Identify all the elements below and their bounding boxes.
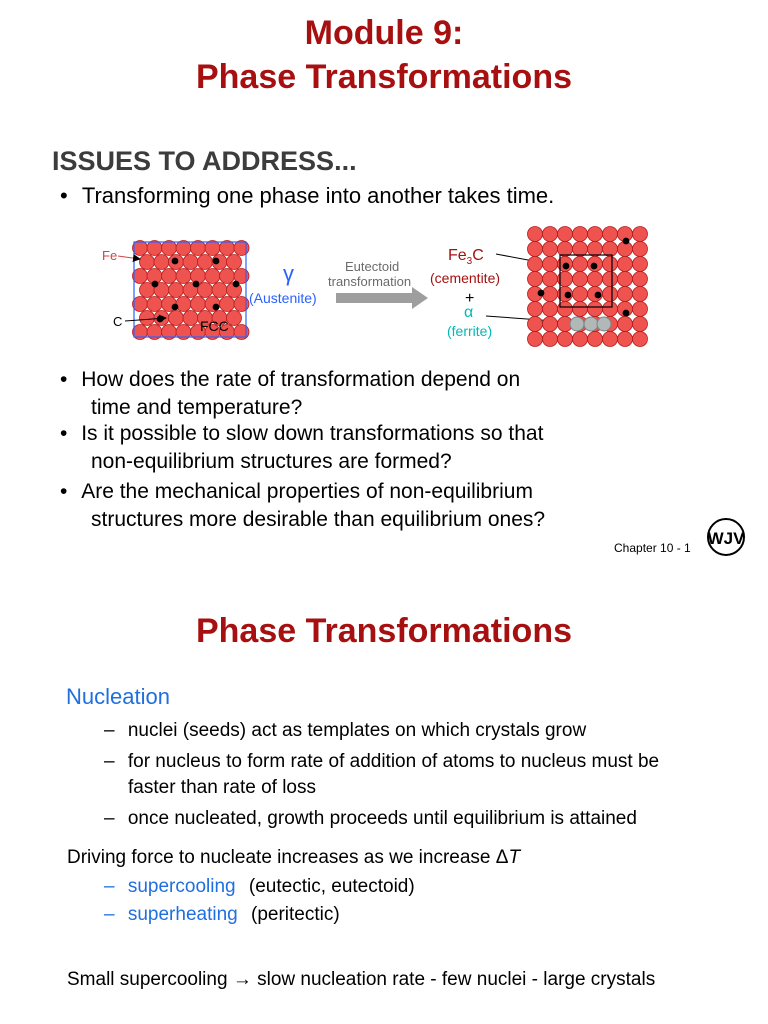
publisher-logo [705, 516, 747, 558]
issues-heading: ISSUES TO ADDRESS... [52, 146, 357, 176]
cementite-label: (cementite) [430, 270, 501, 286]
item-text: for nucleus to form rate of addition of atoms to nucleus must be [127, 751, 660, 772]
atom [183, 311, 198, 326]
dash-marker: – [104, 808, 115, 829]
atom [633, 317, 648, 332]
chapter-footer: Chapter 10 - 1 [614, 541, 691, 555]
bullet-dot: • [60, 183, 68, 208]
atom [588, 302, 603, 317]
bullet-text: Is it possible to slow down transformations so that [81, 422, 544, 445]
atom [133, 269, 148, 284]
item-text: nuclei (seeds) act as templates on which crystals grow [127, 720, 587, 741]
atom [198, 255, 213, 270]
slide1-title-line1: Module 9: [304, 14, 464, 52]
supercooling-term: supercooling [127, 876, 236, 897]
atom [603, 257, 618, 272]
t-symbol: T [508, 847, 521, 868]
atom [633, 332, 648, 347]
right-arrow-icon: → [232, 969, 252, 990]
atom [227, 255, 242, 270]
atom [172, 304, 178, 310]
atom [588, 332, 603, 347]
dash-marker: – [104, 904, 115, 925]
atom [220, 269, 235, 284]
item-text: once nucleated, growth proceeds until equilibrium is attained [127, 808, 637, 829]
bullet-2-cont: time and temperature? [91, 396, 303, 419]
atom [573, 227, 588, 242]
atom [618, 257, 633, 272]
atom [169, 311, 184, 326]
atom [205, 241, 220, 256]
atom [573, 242, 588, 257]
fe3c-label: $Fe_3C$ [448, 247, 484, 267]
atom [147, 241, 162, 256]
atom [603, 332, 618, 347]
c-label: C [113, 314, 123, 329]
atom [213, 258, 219, 264]
atom [573, 272, 588, 287]
atom [633, 272, 648, 287]
fcc-label: FCC [200, 318, 229, 334]
atom [543, 317, 558, 332]
atom [183, 255, 198, 270]
atom [543, 272, 558, 287]
atom [528, 332, 543, 347]
atom [528, 227, 543, 242]
transformation-arrow [336, 287, 428, 309]
atom [133, 241, 148, 256]
atom [162, 241, 177, 256]
arrow-label-2: transformation [328, 274, 412, 289]
atom [233, 281, 239, 287]
atom [573, 287, 588, 302]
bullet-3 [60, 420, 543, 448]
bullet-dot: • [60, 422, 68, 445]
austenite-label: (Austenite) [249, 290, 317, 306]
atom [198, 283, 213, 298]
supercooling-item [104, 874, 415, 899]
atom [618, 332, 633, 347]
atom [176, 297, 191, 312]
nucleation-item-2-cont: faster than rate of loss [128, 777, 316, 798]
bullet-text: How does the rate of transformation depend on [81, 368, 521, 391]
atom [603, 227, 618, 242]
alpha-symbol: α [464, 304, 474, 321]
atom [205, 269, 220, 284]
atom [633, 287, 648, 302]
atom [633, 227, 648, 242]
atom [565, 292, 571, 298]
atom [191, 269, 206, 284]
atom [633, 242, 648, 257]
atom [528, 242, 543, 257]
atom [193, 281, 199, 287]
small-supercooling-text: Small supercooling [67, 969, 233, 990]
atom [133, 297, 148, 312]
atom [172, 258, 178, 264]
atom [603, 242, 618, 257]
dash-marker: – [104, 876, 115, 897]
nucleation-item-3 [104, 806, 637, 831]
superheating-item [104, 902, 340, 927]
atom [213, 304, 219, 310]
bullet-3-cont: non-equilibrium structures are formed? [91, 450, 452, 473]
atom [169, 283, 184, 298]
fe-pointer [118, 256, 140, 259]
atom [538, 290, 544, 296]
atom [543, 242, 558, 257]
atom [558, 242, 573, 257]
slide2-title: Phase Transformations [195, 612, 572, 650]
small-supercooling-line [67, 969, 655, 991]
delta-symbol: Δ [495, 847, 509, 868]
plus-sign: + [465, 290, 475, 307]
atom [623, 310, 629, 316]
atom [220, 241, 235, 256]
bullet-2 [60, 366, 520, 394]
bullet-1 [60, 182, 554, 210]
atom [152, 281, 158, 287]
atom [603, 287, 618, 302]
fe-label: Fe [102, 248, 118, 263]
atom [220, 297, 235, 312]
atom [588, 242, 603, 257]
atom [623, 238, 629, 244]
atom [603, 272, 618, 287]
atom [633, 302, 648, 317]
atom [558, 332, 573, 347]
nucleation-item-2 [104, 749, 659, 774]
atom [603, 302, 618, 317]
atom [591, 263, 597, 269]
atom [573, 257, 588, 272]
ferrite-region [570, 317, 611, 331]
atom [212, 283, 227, 298]
atom [528, 257, 543, 272]
atom [588, 227, 603, 242]
atom [573, 332, 588, 347]
atom [563, 263, 569, 269]
atom [633, 257, 648, 272]
atom [147, 297, 162, 312]
nucleation-heading: Nucleation [66, 684, 170, 709]
bullet-4-cont: structures more desirable than equilibrium ones? [91, 508, 546, 531]
atom [543, 287, 558, 302]
atom [543, 257, 558, 272]
superheating-term: superheating [127, 904, 238, 925]
atom [595, 292, 601, 298]
atom [588, 272, 603, 287]
svg-text:WJV: WJV [707, 529, 745, 548]
bullet-text: Transforming one phase into another takes time. [81, 183, 555, 208]
atom [543, 227, 558, 242]
atom [191, 241, 206, 256]
bullet-dot: • [60, 368, 68, 391]
superheating-note: (peritectic) [251, 904, 340, 925]
fcc-lattice [133, 241, 250, 340]
atom [573, 302, 588, 317]
atom [140, 255, 155, 270]
atom [528, 272, 543, 287]
driving-force-text: Driving force to nucleate increases as we increase [67, 847, 496, 868]
bullet-text: Are the mechanical properties of non-equilibrium [81, 480, 533, 503]
atom [528, 317, 543, 332]
atom [176, 241, 191, 256]
atom [154, 255, 169, 270]
atom [162, 269, 177, 284]
atom [528, 302, 543, 317]
dash-marker: – [104, 751, 115, 772]
atom [618, 287, 633, 302]
atom [618, 272, 633, 287]
nucleation-item-1 [104, 718, 586, 743]
driving-force-line [67, 847, 520, 869]
atom [618, 317, 633, 332]
nucleation-rate-text: slow nucleation rate - few nuclei - large crystals [251, 969, 656, 990]
atom [176, 269, 191, 284]
bullet-dot: • [60, 480, 68, 503]
atom [543, 332, 558, 347]
atom [543, 302, 558, 317]
atom [234, 297, 249, 312]
ferrite-label: (ferrite) [447, 323, 493, 339]
supercooling-note: (eutectic, eutectoid) [248, 876, 415, 897]
atom [558, 227, 573, 242]
gamma-symbol: γ [283, 261, 294, 286]
arrow-label-1: Eutectoid [345, 259, 400, 274]
eutectoid-diagram [0, 215, 768, 350]
atom [234, 241, 249, 256]
bullet-4 [60, 478, 533, 506]
slide1-title-line2: Phase Transformations [195, 58, 572, 96]
atom [191, 297, 206, 312]
atom [140, 311, 155, 326]
dash-marker: – [104, 720, 115, 741]
